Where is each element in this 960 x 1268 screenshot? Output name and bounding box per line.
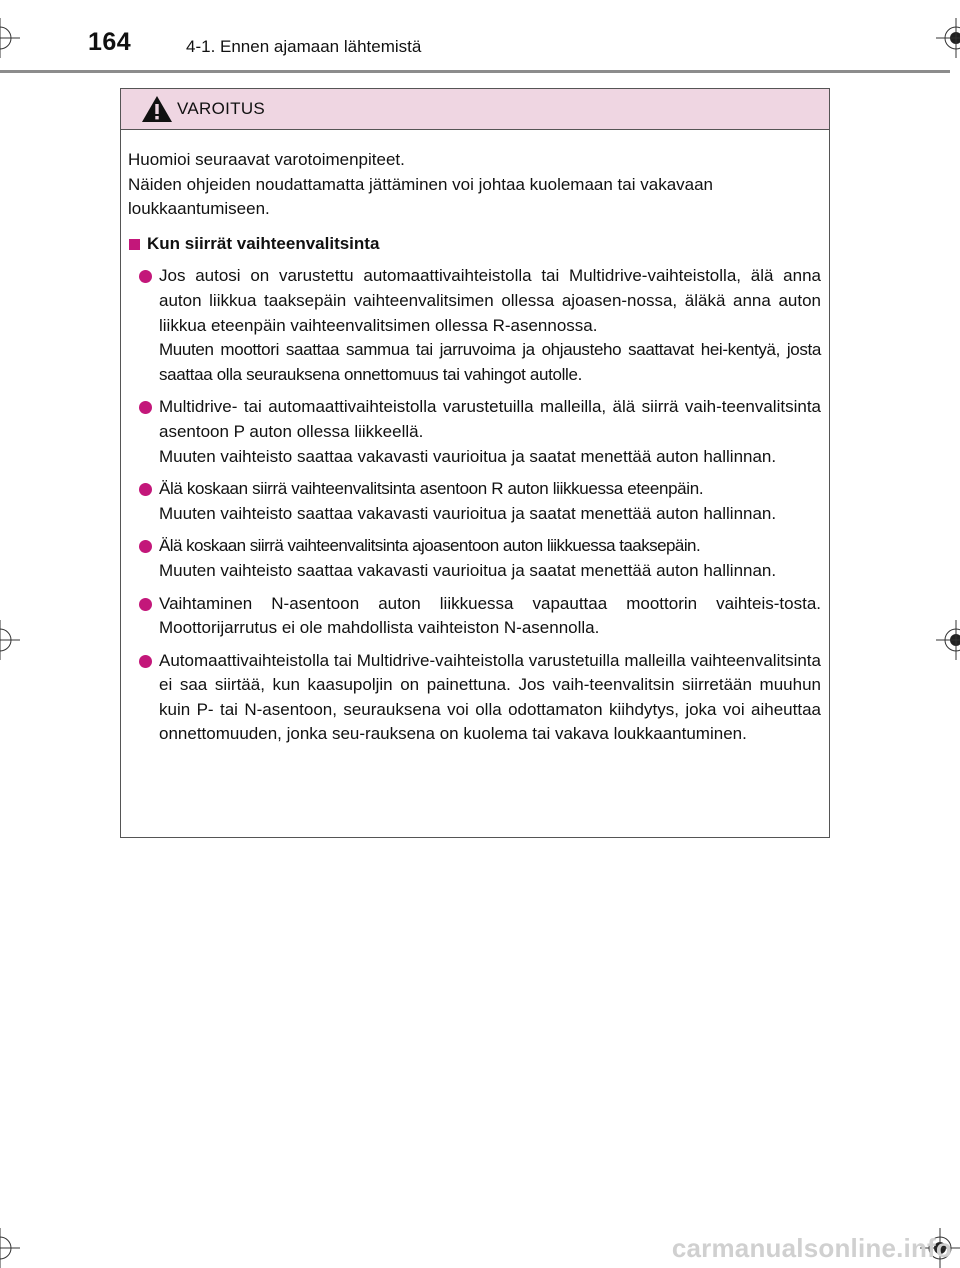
list-item — [128, 649, 821, 747]
list-item-main: Älä koskaan siirrä vaihteenvalitsinta ajoasentoon auton liikkuessa taaksepäin. — [159, 536, 701, 556]
list-item-note: Muuten vaihteisto saattaa vakavasti vaurioitua ja saatat menettää auton hallinnan. — [159, 560, 777, 580]
bullet-dot-icon — [139, 655, 152, 668]
list-item-main: Älä koskaan siirrä vaihteenvalitsinta asentoon R auton liikkuessa eteenpäin. — [159, 479, 704, 499]
warning-label: VAROITUS — [177, 99, 266, 118]
list-item — [128, 534, 821, 583]
bullet-dot-icon — [139, 598, 152, 611]
list-item-note: Muuten vaihteisto saattaa vakavasti vaurioitua ja saatat menettää auton hallinnan. — [159, 503, 777, 523]
section-title: 4-1. Ennen ajamaan lähtemistä — [186, 37, 422, 56]
warning-subheading — [128, 232, 821, 257]
list-item-main: Jos autosi on varustettu automaattivaihteistolla tai Multidrive-vaihteistolla, älä anna auton liikkua taaksepäin vaihteenvalitsimen ollessa ajoasen-nossa, äläkä anna auton liikkua eteenpäin vaihteenvalitsimen ollessa R-asennossa. — [159, 266, 821, 335]
list-item — [128, 592, 821, 641]
square-bullet-icon — [129, 239, 140, 250]
subheading-text: Kun siirrät vaihteenvalitsinta — [147, 233, 380, 253]
list-item-main: Multidrive- tai automaattivaihteistolla varustetuilla malleilla, älä siirrä vaih-teenvalitsinta asentoon P auton ollessa liikkeellä. — [159, 397, 821, 441]
warning-header — [121, 89, 829, 130]
intro-line: Huomioi seuraavat varotoimenpiteet. — [128, 150, 405, 169]
registration-mark-bottom-left — [0, 1228, 20, 1268]
bullet-dot-icon — [139, 270, 152, 283]
bullet-dot-icon — [139, 401, 152, 414]
list-item-note: Muuten moottori saattaa sammua tai jarruvoima ja ohjausteho saattavat hei-kentyä, josta saattaa olla seurauksena onnettomuus tai vahingot autolle. — [159, 340, 821, 384]
warning-intro — [128, 148, 821, 222]
list-item-main: Vaihtaminen N-asentoon auton liikkuessa vapauttaa moottorin vaihteis-tosta. Moottorijarrutus ei ole mahdollista vaihteiston N-asennolla. — [159, 593, 821, 638]
bullet-dot-icon — [139, 540, 152, 553]
registration-mark-middle-right — [936, 620, 960, 660]
page-number: 164 — [88, 28, 132, 56]
registration-mark-top-left — [0, 18, 20, 58]
warning-box — [120, 88, 830, 838]
watermark: carmanualsonline.info — [671, 1233, 952, 1263]
warning-body — [121, 130, 829, 747]
list-item — [128, 477, 821, 526]
registration-mark-middle-left — [0, 620, 20, 660]
list-item-main: Automaattivaihteistolla tai Multidrive-vaihteistolla varustetuilla malleilla vaihteenvalitsinta ei saa siirtää, kun kaasupoljin on painettuna. Jos vaih-teenvalitsin siirretään muuhun kuin P- tai N-asentoon, seurauksena voi olla odottamaton kiihdytys, joka voi aiheuttaa onnettomuuden, jonka seu-rauksena on kuolema tai vakava loukkaantuminen. — [159, 650, 821, 744]
list-item — [128, 264, 821, 387]
list-item — [128, 395, 821, 469]
warning-triangle-icon — [141, 95, 173, 123]
intro-line: Näiden ohjeiden noudattamatta jättäminen voi johtaa kuolemaan tai vakavaan loukkaantumiseen. — [128, 174, 714, 219]
registration-mark-top-right — [936, 18, 960, 58]
list-item-note: Muuten vaihteisto saattaa vakavasti vaurioitua ja saatat menettää auton hallinnan. — [159, 446, 777, 466]
header-divider — [0, 70, 950, 73]
bullet-dot-icon — [139, 483, 152, 496]
